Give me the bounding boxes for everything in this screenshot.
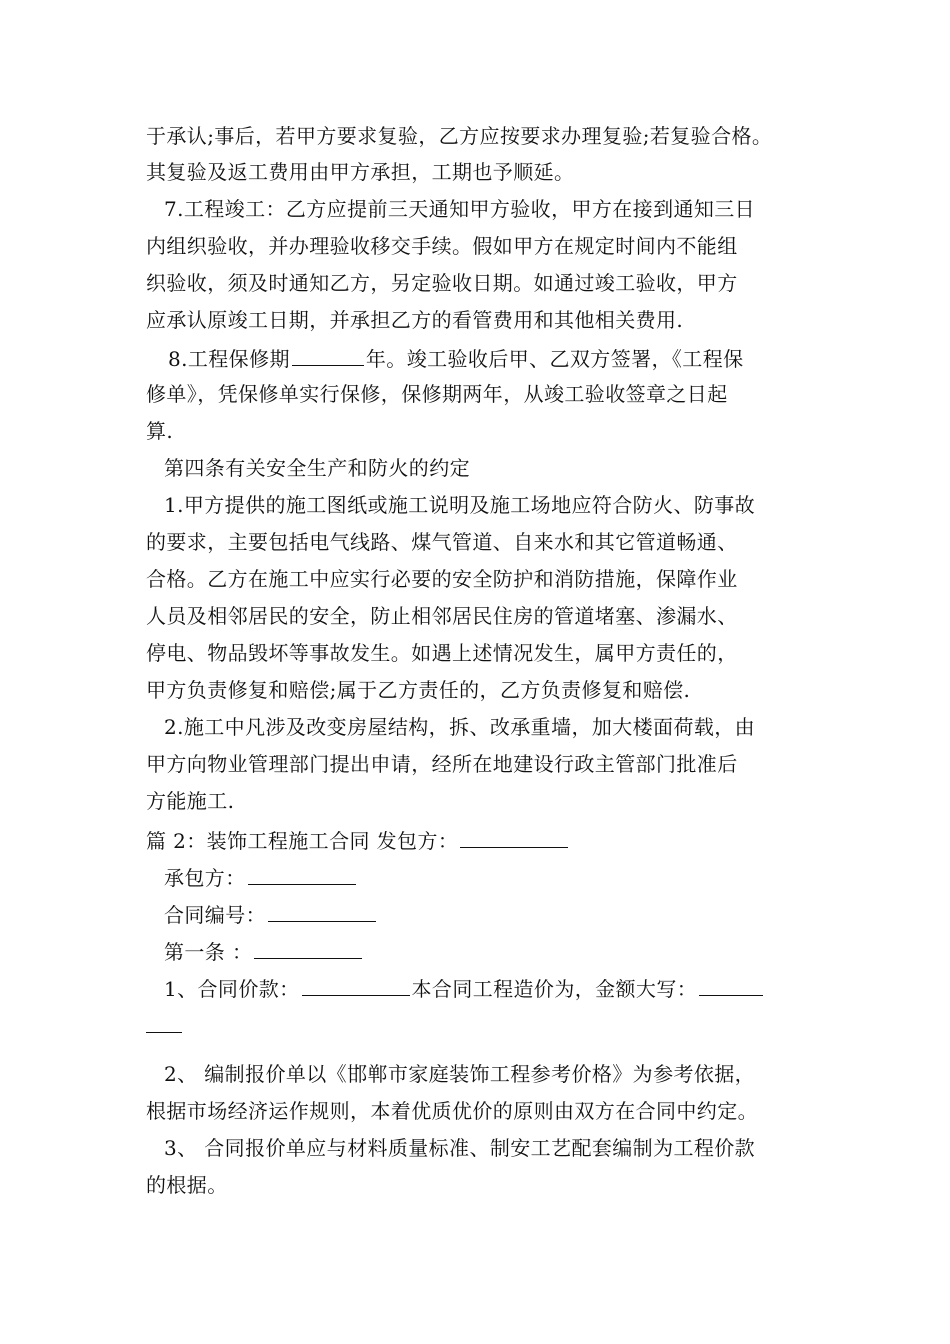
fill-blank	[248, 864, 356, 885]
line-text: 8.工程保修期	[168, 347, 290, 371]
text-line: 人员及相邻居民的安全，防止相邻居民住房的管道堵塞、渗漏水、	[146, 604, 738, 628]
text-line: 内组织验收，并办理验收移交手续。假如甲方在规定时间内不能组	[146, 234, 738, 258]
text-line: 其复验及返工费用由甲方承担，工期也予顺延。	[146, 160, 575, 184]
text-line-with-blank	[168, 345, 744, 371]
line-text: 第一条 ：	[164, 940, 253, 964]
fill-blank	[302, 975, 410, 996]
text-line: 的要求，主要包括电气线路、煤气管道、自来水和其它管道畅通、	[146, 530, 738, 554]
line-text: 年。竣工验收后甲、乙双方签署，《工程保	[365, 347, 744, 371]
fill-blank	[146, 1012, 182, 1033]
text-line: 修单》，凭保修单实行保修，保修期两年，从竣工验收签章之日起	[146, 382, 728, 406]
fill-blank	[699, 975, 763, 996]
fill-blank	[292, 345, 364, 366]
text-line: 于承认;事后，若甲方要求复验，乙方应按要求办理复验;若复验合格。	[146, 124, 773, 148]
text-line: 停电、物品毁坏等事故发生。如遇上述情况发生，属甲方责任的，	[146, 641, 738, 665]
text-line: 织验收，须及时通知乙方，另定验收日期。如通过竣工验收，甲方	[146, 271, 738, 295]
text-line-with-blank	[164, 938, 364, 964]
text-line: 应承认原竣工日期，并承担乙方的看管费用和其他相关费用.	[146, 308, 684, 332]
text-line: 7.工程竣工：乙方应提前三天通知甲方验收，甲方在接到通知三日	[164, 197, 756, 221]
text-line-with-blank	[164, 975, 765, 1001]
text-line: 2、 编制报价单以《邯郸市家庭装饰工程参考价格》为参考依据，	[164, 1062, 756, 1086]
line-text: 1、合同价款：	[164, 977, 300, 1001]
text-line-with-blank	[164, 864, 358, 890]
text-line-with-blank	[164, 901, 378, 927]
text-line: 3、 合同报价单应与材料质量标准、制安工艺配套编制为工程价款	[164, 1136, 756, 1160]
text-line: 甲方负责修复和赔偿;属于乙方责任的，乙方负责修复和赔偿.	[146, 678, 691, 702]
line-text: 篇 2：装饰工程施工合同 发包方：	[146, 829, 459, 853]
line-text: 本合同工程造价为，金额大写：	[411, 977, 698, 1001]
text-line: 合格。乙方在施工中应实行必要的安全防护和消防措施，保障作业	[146, 567, 738, 591]
section-heading: 第四条有关安全生产和防火的约定	[164, 456, 470, 480]
fill-blank	[460, 827, 568, 848]
line-text: 合同编号：	[164, 903, 266, 927]
text-line: 方能施工.	[146, 789, 235, 813]
line-text: 承包方：	[164, 866, 246, 890]
fill-blank	[268, 901, 376, 922]
text-line-with-blank	[146, 1012, 184, 1038]
text-line: 1.甲方提供的施工图纸或施工说明及施工场地应符合防火、防事故	[164, 493, 756, 517]
text-line: 的根据。	[146, 1173, 228, 1197]
fill-blank	[254, 938, 362, 959]
text-line: 甲方向物业管理部门提出申请，经所在地建设行政主管部门批准后	[146, 752, 738, 776]
text-line-with-blank	[146, 827, 570, 853]
text-line: 根据市场经济运作规则，本着优质优价的原则由双方在合同中约定。	[146, 1099, 758, 1123]
text-line: 2.施工中凡涉及改变房屋结构，拆、改承重墙，加大楼面荷载，由	[164, 715, 756, 739]
text-line: 算.	[146, 419, 174, 443]
